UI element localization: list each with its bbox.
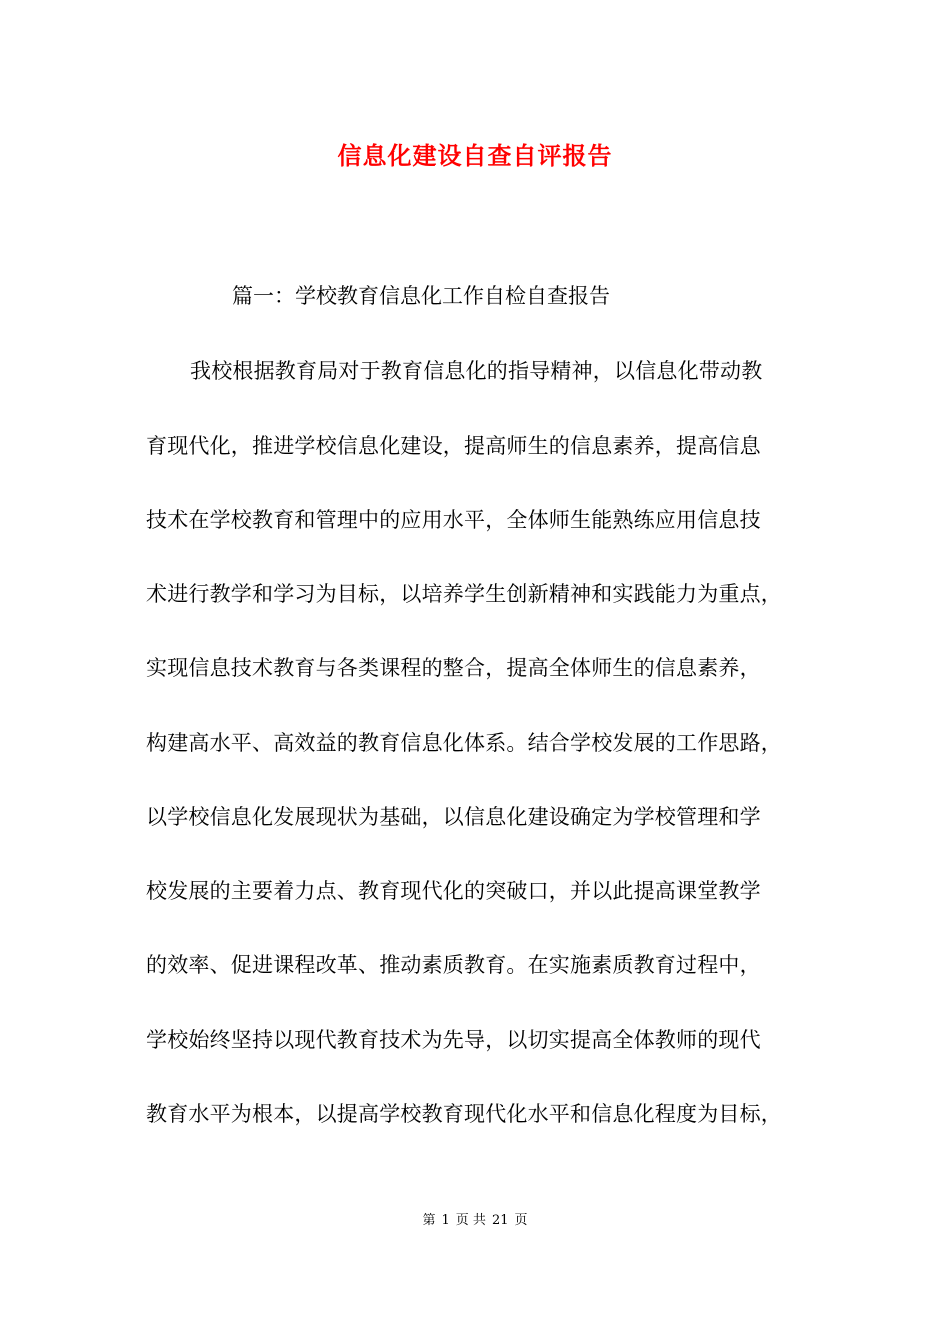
body-line-4: 术进行教学和学习为目标，以培养学生创新精神和实践能力为重点， <box>146 582 782 606</box>
footer-middle: 页 共 <box>455 1213 486 1228</box>
body-line-5: 实现信息技术教育与各类课程的整合，提高全体师生的信息素养， <box>146 656 761 680</box>
body-line-6: 构建高水平、高效益的教育信息化体系。结合学校发展的工作思路， <box>146 731 782 755</box>
body-line-9: 的效率、促进课程改革、推动素质教育。在实施素质教育过程中， <box>146 953 761 977</box>
body-line-3: 技术在学校教育和管理中的应用水平，全体师生能熟练应用信息技 <box>146 508 761 532</box>
document-title: 信息化建设自查自评报告 <box>337 141 613 170</box>
footer-total-pages: 21 <box>491 1213 509 1228</box>
footer-prefix: 第 <box>422 1213 436 1228</box>
body-line-10: 学校始终坚持以现代教育技术为先导，以切实提高全体教师的现代 <box>146 1028 761 1052</box>
body-line-1: 我校根据教育局对于教育信息化的指导精神，以信息化带动教 <box>190 359 763 383</box>
document-subtitle: 篇一：学校教育信息化工作自检自查报告 <box>232 284 610 308</box>
body-line-8: 校发展的主要着力点、教育现代化的突破口，并以此提高课堂教学 <box>146 879 761 903</box>
footer-suffix: 页 <box>514 1213 528 1228</box>
body-line-11: 教育水平为根本，以提高学校教育现代化水平和信息化程度为目标， <box>146 1102 782 1126</box>
body-line-7: 以学校信息化发展现状为基础，以信息化建设确定为学校管理和学 <box>146 805 761 829</box>
body-line-2: 育现代化，推进学校信息化建设，提高师生的信息素养，提高信息 <box>146 434 761 458</box>
page-footer <box>0 1209 950 1228</box>
footer-current-page: 1 <box>441 1213 450 1228</box>
